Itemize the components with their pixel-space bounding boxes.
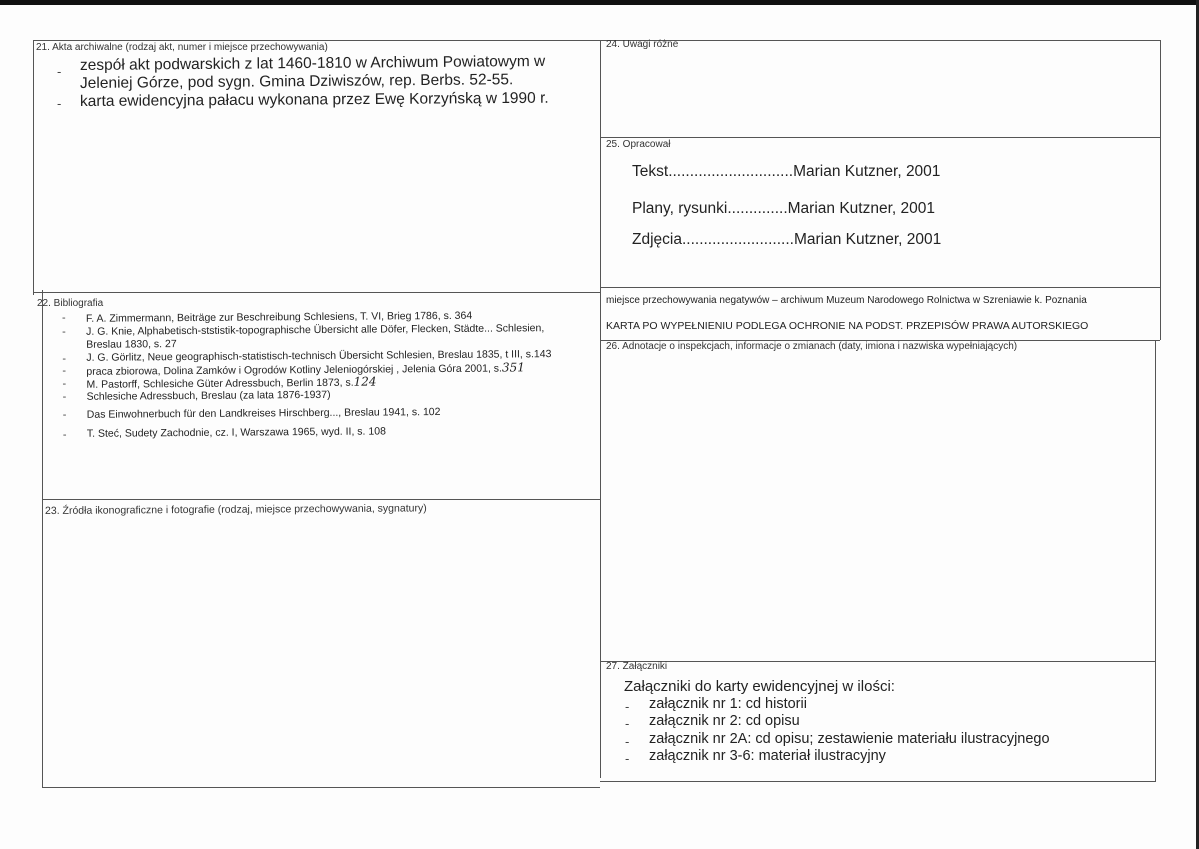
right-column-border-lower bbox=[1155, 340, 1156, 782]
bibliography-item: Schlesiche Adressbuch, Breslau (za lata 1876-1937) bbox=[86, 388, 331, 403]
left-column-border-lower bbox=[42, 290, 43, 788]
attachments-intro: Załączniki do karty ewidencyjnej w ilości: bbox=[624, 678, 895, 695]
bibliography-item: F. A. Zimmermann, Beiträge zur Beschreibung Schlesiens, T. VI, Brieg 1786, s. 364 bbox=[85, 309, 473, 325]
left-column-border bbox=[33, 40, 34, 295]
handwritten-page-number: 124 bbox=[353, 374, 377, 389]
bibliography-item-continuation: Breslau 1830, s. 27 bbox=[86, 338, 177, 351]
credit-label: Zdjęcia bbox=[632, 231, 682, 248]
bullet-dash: - bbox=[62, 325, 66, 338]
credit-dots: .......................... bbox=[681, 231, 794, 248]
archive-item-1-line-2: Jeleniej Górze, pod sygn. Gmina Dziwiszów, rep. Berbs. 52-55. bbox=[79, 71, 514, 92]
credit-dots: ............................. bbox=[668, 163, 794, 180]
middle-column-border bbox=[600, 40, 601, 778]
bullet-dash: - bbox=[62, 390, 67, 403]
section-24-caption: 24. Uwagi różne bbox=[606, 39, 679, 50]
bullet-dash: - bbox=[625, 716, 630, 731]
bibliography-item-text: praca zbiorowa, Dolina Zamków i Ogrodów Kotliny Jeleniogórskiej , Jelenia Góra 2001, s. bbox=[86, 362, 502, 378]
negatives-storage-note: miejsce przechowywania negatywów – archiwum Muzeum Narodowego Rolnictwa w Szreniawie k. Poznania bbox=[606, 295, 1087, 306]
form-top-border bbox=[33, 40, 1161, 41]
bullet-dash: - bbox=[625, 699, 630, 714]
section-26-caption: 26. Adnotacje o inspekcjach, informacje o zmianach (daty, imiona i nazwiska wypełniających) bbox=[606, 341, 1018, 352]
section-25-top-border bbox=[600, 137, 1160, 138]
section-23-top-border bbox=[42, 499, 600, 500]
archive-item-2: karta ewidencyjna pałacu wykonana przez Ewę Korzyńską w 1990 r. bbox=[79, 89, 549, 110]
attachment-item: załącznik nr 3-6: materiał ilustracyjny bbox=[649, 748, 886, 764]
section-22-caption: 22. Bibliografia bbox=[37, 298, 104, 309]
credit-label: Plany, rysunki bbox=[632, 200, 728, 217]
credit-label: Tekst bbox=[632, 163, 669, 180]
credit-author: Marian Kutzner, 2001 bbox=[787, 200, 935, 217]
bullet-dash: - bbox=[625, 751, 630, 766]
attachment-item: załącznik nr 2: cd opisu bbox=[649, 713, 800, 729]
bibliography-item: J. G. Görlitz, Neue geographisch-statistisch-technisch Übersicht Schlesien, Breslau 1835, t III, s.143 bbox=[86, 348, 552, 364]
copyright-note: KARTA PO WYPEŁNIENIU PODLEGA OCHRONIE NA PODST. PRZEPISÓW PRAWA AUTORSKIEGO bbox=[606, 320, 1089, 332]
form-bottom-border bbox=[42, 787, 600, 788]
bibliography-item: J. G. Knie, Alphabetisch-ststistik-topographische Übersicht alle Döfer, Flecken, Städte... Schlesien, bbox=[86, 322, 545, 338]
handwritten-page-number: 351 bbox=[501, 360, 525, 375]
bibliography-item: T. Steć, Sudety Zachodnie, cz. I, Warszawa 1965, wyd. II, s. 108 bbox=[86, 425, 386, 440]
section-27-top-border bbox=[600, 661, 1155, 662]
archive-item-1-line-1: zespół akt podwarskich z lat 1460-1810 w Archiwum Powiatowym w bbox=[79, 52, 546, 74]
credit-dots: .............. bbox=[727, 200, 788, 217]
credit-author: Marian Kutzner, 2001 bbox=[793, 231, 942, 248]
section-23-caption: 23. Źródła ikonograficzne i fotografie (rodzaj, miejsce przechowywania, sygnatury) bbox=[44, 502, 427, 517]
right-column-border bbox=[1160, 40, 1161, 340]
bullet-dash: - bbox=[61, 311, 66, 324]
bullet-dash: - bbox=[62, 364, 67, 377]
bibliography-item-text: M. Pastorff, Schlesiche Güter Adressbuch, Berlin 1873, s. bbox=[86, 376, 354, 391]
bullet-dash: - bbox=[57, 64, 62, 79]
section-22-top-border bbox=[33, 292, 600, 293]
bullet-dash: - bbox=[62, 377, 67, 390]
section-27-caption: 27. Załączniki bbox=[606, 661, 668, 672]
bullet-dash: - bbox=[625, 734, 630, 749]
bullet-dash: - bbox=[62, 352, 67, 365]
credit-row-plans bbox=[632, 200, 935, 218]
attachment-item: załącznik nr 1: cd historii bbox=[649, 696, 807, 712]
scan-top-edge bbox=[0, 0, 1199, 5]
section-27-bottom-border bbox=[600, 781, 1155, 782]
credit-row-photos bbox=[632, 231, 941, 249]
credit-row-text bbox=[632, 163, 940, 181]
section-25-caption: 25. Opracował bbox=[606, 139, 671, 150]
bullet-dash: - bbox=[62, 408, 67, 421]
credit-author: Marian Kutzner, 2001 bbox=[793, 163, 941, 180]
bullet-dash: - bbox=[62, 428, 67, 441]
attachment-item: załącznik nr 2A: cd opisu; zestawienie materiału ilustracyjnego bbox=[649, 731, 1050, 747]
section-25-bottom-border bbox=[600, 287, 1160, 288]
section-21-caption: 21. Akta archiwalne (rodzaj akt, numer i miejsce przechowywania) bbox=[36, 42, 328, 53]
bullet-dash: - bbox=[57, 96, 62, 111]
bibliography-item: Das Einwohnerbuch für den Landkreises Hirschberg..., Breslau 1941, s. 102 bbox=[86, 406, 441, 421]
